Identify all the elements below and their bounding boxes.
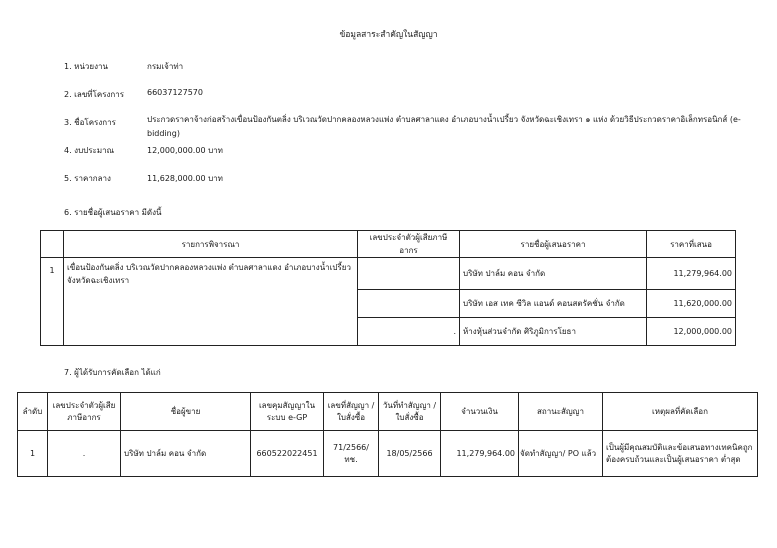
table-row [41, 318, 736, 346]
header-egp-number: เลขคุมสัญญาในระบบ e-GP [251, 393, 324, 431]
header-amount: จำนวนเงิน [441, 393, 519, 431]
field-label-project-name: 3. ชื่อโครงการ [64, 118, 116, 127]
bidder-name: บริษัท ปาล์ม คอน จำกัด [460, 258, 647, 290]
winner-contract-date: 18/05/2566 [379, 431, 441, 477]
header-contract-status: สถานะสัญญา [519, 393, 603, 431]
bidder-price: 12,000,000.00 [647, 318, 736, 346]
bidder-name: ห้างหุ้นส่วนจำกัด ศิริภูมิการโยธา [460, 318, 647, 346]
item-number-cont [41, 318, 64, 346]
winner-section-title: 7. ผู้ได้รับการคัดเลือก ได้แก่ [64, 368, 161, 377]
header-item: รายการพิจารณา [64, 231, 358, 258]
field-label-budget: 4. งบประมาณ [64, 146, 115, 155]
winner-vendor: บริษัท ปาล์ม คอน จำกัด [121, 431, 251, 477]
item-number: 1 [41, 258, 64, 290]
winner-egp-number: 660522022451 [251, 431, 324, 477]
item-description: เขื่อนป้องกันตลิ่ง บริเวณวัดปากคลองหลวงแพ่ง ตำบลศาลาแดง อำเภอบางน้ำเปรี้ยว จังหวัดฉะเชิงเทรา [64, 258, 358, 290]
item-description-cont [64, 290, 358, 318]
table-row [18, 431, 758, 477]
bidder-table-header [41, 231, 736, 258]
bidder-price: 11,620,000.00 [647, 290, 736, 318]
bidder-tax-id [358, 258, 460, 290]
winner-tax-id: . [48, 431, 121, 477]
field-label-project-id: 2. เลขที่โครงการ [64, 90, 125, 99]
field-label-agency: 1. หน่วยงาน [64, 62, 108, 71]
header-contract-date: วันที่ทำสัญญา / ใบสั่งซื้อ [379, 393, 441, 431]
bidder-price: 11,279,964.00 [647, 258, 736, 290]
header-order: ลำดับ [18, 393, 48, 431]
document-title: ข้อมูลสาระสำคัญในสัญญา [339, 30, 438, 40]
bidder-table [40, 230, 736, 346]
table-row [41, 258, 736, 290]
winner-contract-number: 71/2566/ทช. [324, 431, 379, 477]
item-description-cont [64, 318, 358, 346]
bid-section-title: 6. รายชื่อผู้เสนอราคา มีดังนี้ [64, 208, 162, 217]
bidder-name: บริษัท เอส เทค ซีวิล แอนด์ คอนสตรัคชั่น จำกัด [460, 290, 647, 318]
field-value-median-price: 11,628,000.00 บาท [147, 174, 223, 183]
header-offered-price: ราคาที่เสนอ [647, 231, 736, 258]
header-vendor: ชื่อผู้ขาย [121, 393, 251, 431]
bidder-tax-id: . [358, 318, 460, 346]
winner-amount: 11,279,964.00 [441, 431, 519, 477]
item-number-cont [41, 290, 64, 318]
header-bidder-name: รายชื่อผู้เสนอราคา [460, 231, 647, 258]
header-tax-id: เลขประจำตัวผู้เสียภาษีอากร [48, 393, 121, 431]
winner-order: 1 [18, 431, 48, 477]
field-value-agency: กรมเจ้าท่า [147, 62, 184, 71]
field-label-median-price: 5. ราคากลาง [64, 174, 111, 183]
winner-selection-reason: เป็นผู้มีคุณสมบัติและข้อเสนอทางเทคนิคถูกต้องครบถ้วนและเป็นผู้เสนอราคา ต่ำสุด [603, 431, 758, 477]
header-blank [41, 231, 64, 258]
winner-contract-status: จัดทำสัญญา/ PO แล้ว [519, 431, 603, 477]
header-selection-reason: เหตุผลที่คัดเลือก [603, 393, 758, 431]
header-contract-number: เลขที่สัญญา / ใบสั่งซื้อ [324, 393, 379, 431]
header-tax-id: เลขประจำตัวผู้เสียภาษีอากร [358, 231, 460, 258]
field-value-project-name: ประกวดราคาจ้างก่อสร้างเขื่อนป้องกันตลิ่ง บริเวณวัดปากคลองหลวงแพ่ง ตำบลศาลาแดง อำเภอบางน้ำเปรี้ยว จังหวัดฉะเชิงเทรา ๑ แห่ง ด้วยวิธีประกวดราคาอิเล็กทรอนิกส์ (e-bidding) [147, 115, 741, 138]
table-row [41, 290, 736, 318]
field-value-project-id: 66037127570 [147, 88, 203, 97]
bidder-tax-id [358, 290, 460, 318]
field-value-budget: 12,000,000.00 บาท [147, 146, 223, 155]
winner-table [17, 392, 758, 477]
winner-table-header [18, 393, 758, 431]
